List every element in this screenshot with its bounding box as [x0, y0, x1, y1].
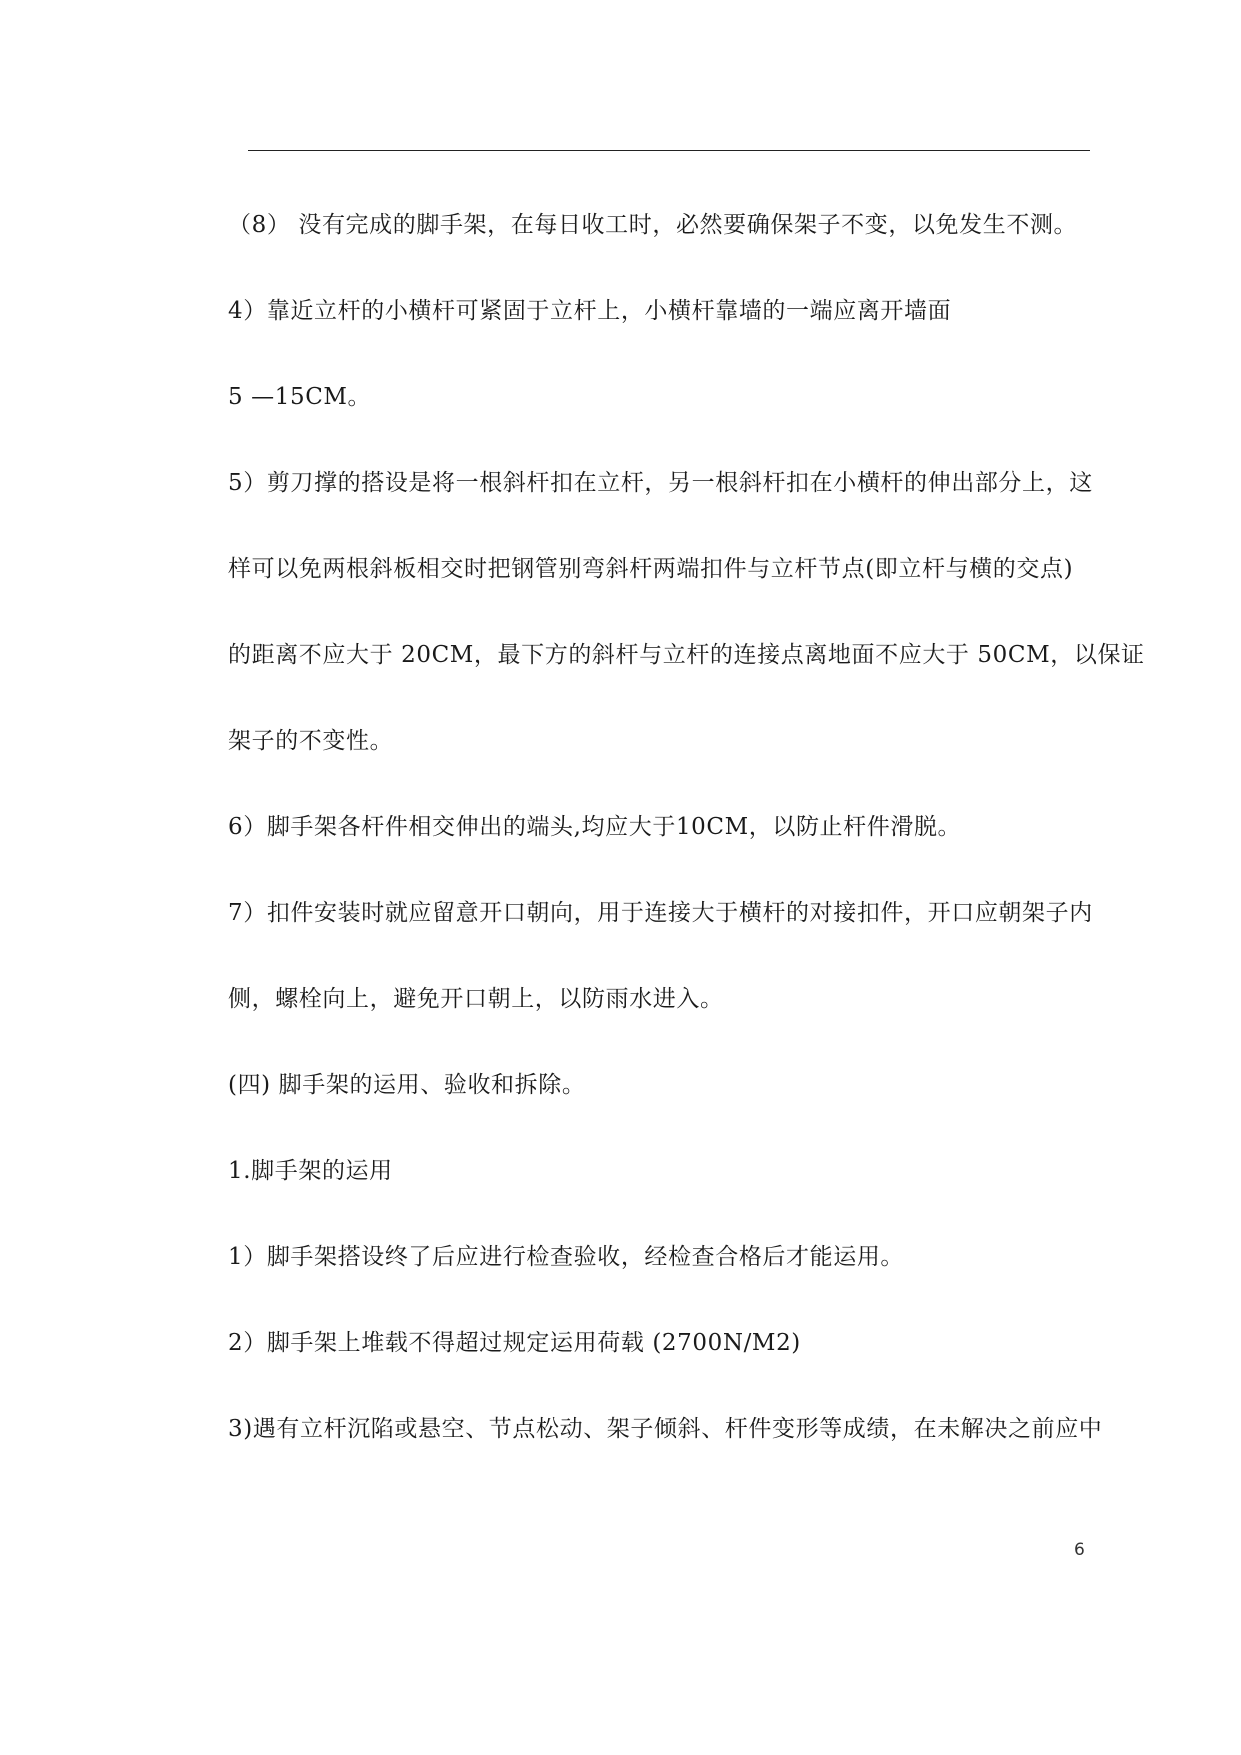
paragraph-line: 样可以免两根斜板相交时把钢管别弯斜杆两端扣件与立杆节点(即立杆与横的交点) — [228, 556, 1074, 582]
paragraph-line: 4）靠近立杆的小横杆可紧固于立杆上，小横杆靠墙的一端应离开墙面 — [228, 298, 952, 324]
paragraph-line: 3)遇有立杆沉陷或悬空、节点松动、架子倾斜、杆件变形等成绩，在未解决之前应中 — [228, 1416, 1103, 1442]
paragraph-line: 6）脚手架各杆件相交伸出的端头,均应大于10CM，以防止杆件滑脱。 — [228, 814, 962, 840]
page-number: 6 — [1074, 1540, 1085, 1560]
paragraph-line: 5）剪刀撑的搭设是将一根斜杆扣在立杆，另一根斜杆扣在小横杆的伸出部分上，这 — [228, 470, 1093, 496]
document-body — [228, 196, 1145, 1486]
paragraph-line: （8） 没有完成的脚手架，在每日收工时，必然要确保架子不变，以免发生不测。 — [228, 212, 1078, 238]
section-heading: (四) 脚手架的运用、验收和拆除。 — [228, 1072, 586, 1098]
paragraph-line: 的距离不应大于 20CM，最下方的斜杆与立杆的连接点离地面不应大于 50CM，以保证 — [228, 642, 1145, 668]
paragraph-line: 1）脚手架搭设终了后应进行检查验收，经检查合格后才能运用。 — [228, 1244, 905, 1270]
paragraph-line: 5 —15CM。 — [228, 384, 372, 410]
subsection-heading: 1.脚手架的运用 — [228, 1158, 393, 1184]
paragraph-line: 架子的不变性。 — [228, 728, 394, 754]
paragraph-line: 侧，螺栓向上，避免开口朝上，以防雨水进入。 — [228, 986, 724, 1012]
paragraph-line: 2）脚手架上堆载不得超过规定运用荷载 (2700N/M2) — [228, 1330, 801, 1356]
header-rule — [248, 150, 1090, 151]
paragraph-line: 7）扣件安装时就应留意开口朝向，用于连接大于横杆的对接扣件，开口应朝架子内 — [228, 900, 1093, 926]
